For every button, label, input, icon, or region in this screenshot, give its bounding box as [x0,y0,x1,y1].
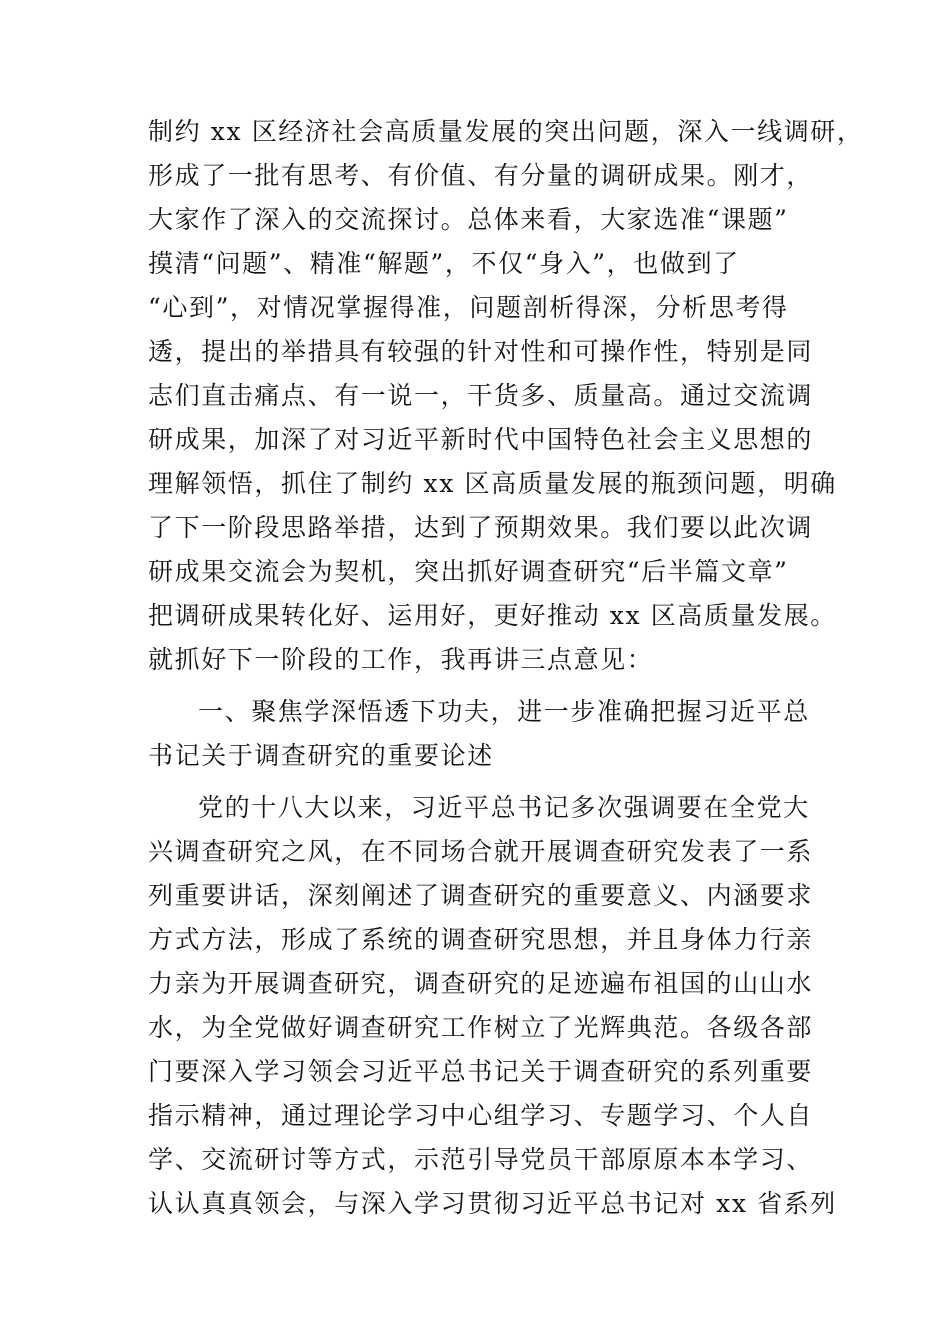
text-line: 研成果交流会为契机，突出抓好调查研究“后半篇文章” [148,557,789,586]
text-line: 大家作了深入的交流探讨。总体来看，大家选准“课题” [148,205,789,234]
text-line: 就抓好下一阶段的工作，我再讲三点意见： [148,645,654,674]
text-line: 把调研成果转化好、运用好，更好推动 xx 区高质量发展。 [148,601,837,630]
text-line: 透，提出的举措具有较强的针对性和可操作性，特别是同 [148,337,814,366]
text-line: 方式方法，形成了系统的调查研究思想，并且身体力行亲 [148,925,814,954]
text-line: 指示精神，通过理论学习中心组学习、专题学习、个人自 [148,1101,814,1130]
text-line: 形成了一批有思考、有价值、有分量的调研成果。刚才， [148,161,814,190]
text-line: 门要深入学习领会习近平总书记关于调查研究的系列重要 [148,1057,814,1086]
text-line: 制约 xx 区经济社会高质量发展的突出问题，深入一线调研， [148,117,864,146]
text-line: 志们直击痛点、有一说一，干货多、质量高。通过交流调 [148,381,814,410]
text-line: 研成果，加深了对习近平新时代中国特色社会主义思想的 [148,425,814,454]
text-line: 认认真真领会，与深入学习贯彻习近平总书记对 xx 省系列 [148,1189,837,1218]
text-line: 水，为全党做好调查研究工作树立了光辉典范。各级各部 [148,1013,814,1042]
section-heading: 一、聚焦学深悟透下功夫，进一步准确把握习近平总 [198,697,810,726]
text-line: 理解领悟，抓住了制约 xx 区高质量发展的瓶颈问题，明确 [148,469,837,498]
text-line: 了下一阶段思路举措，达到了预期效果。我们要以此次调 [148,513,814,542]
text-line: 列重要讲话，深刻阐述了调查研究的重要意义、内涵要求 [148,881,814,910]
text-line: 学、交流研讨等方式，示范引导党员干部原原本本学习、 [148,1145,814,1174]
section-heading: 书记关于调查研究的重要论述 [148,741,494,770]
text-line: 力亲为开展调查研究，调查研究的足迹遍布祖国的山山水 [148,969,814,998]
text-line: 党的十八大以来，习近平总书记多次强调要在全党大 [198,793,810,822]
text-line: “心到”，对情况掌握得准，问题剖析得深，分析思考得 [148,293,789,322]
text-line: 摸清“问题”、精准“解题”，不仅“身入”，也做到了 [148,249,740,278]
text-line: 兴调查研究之风，在不同场合就开展调查研究发表了一系 [148,837,814,866]
